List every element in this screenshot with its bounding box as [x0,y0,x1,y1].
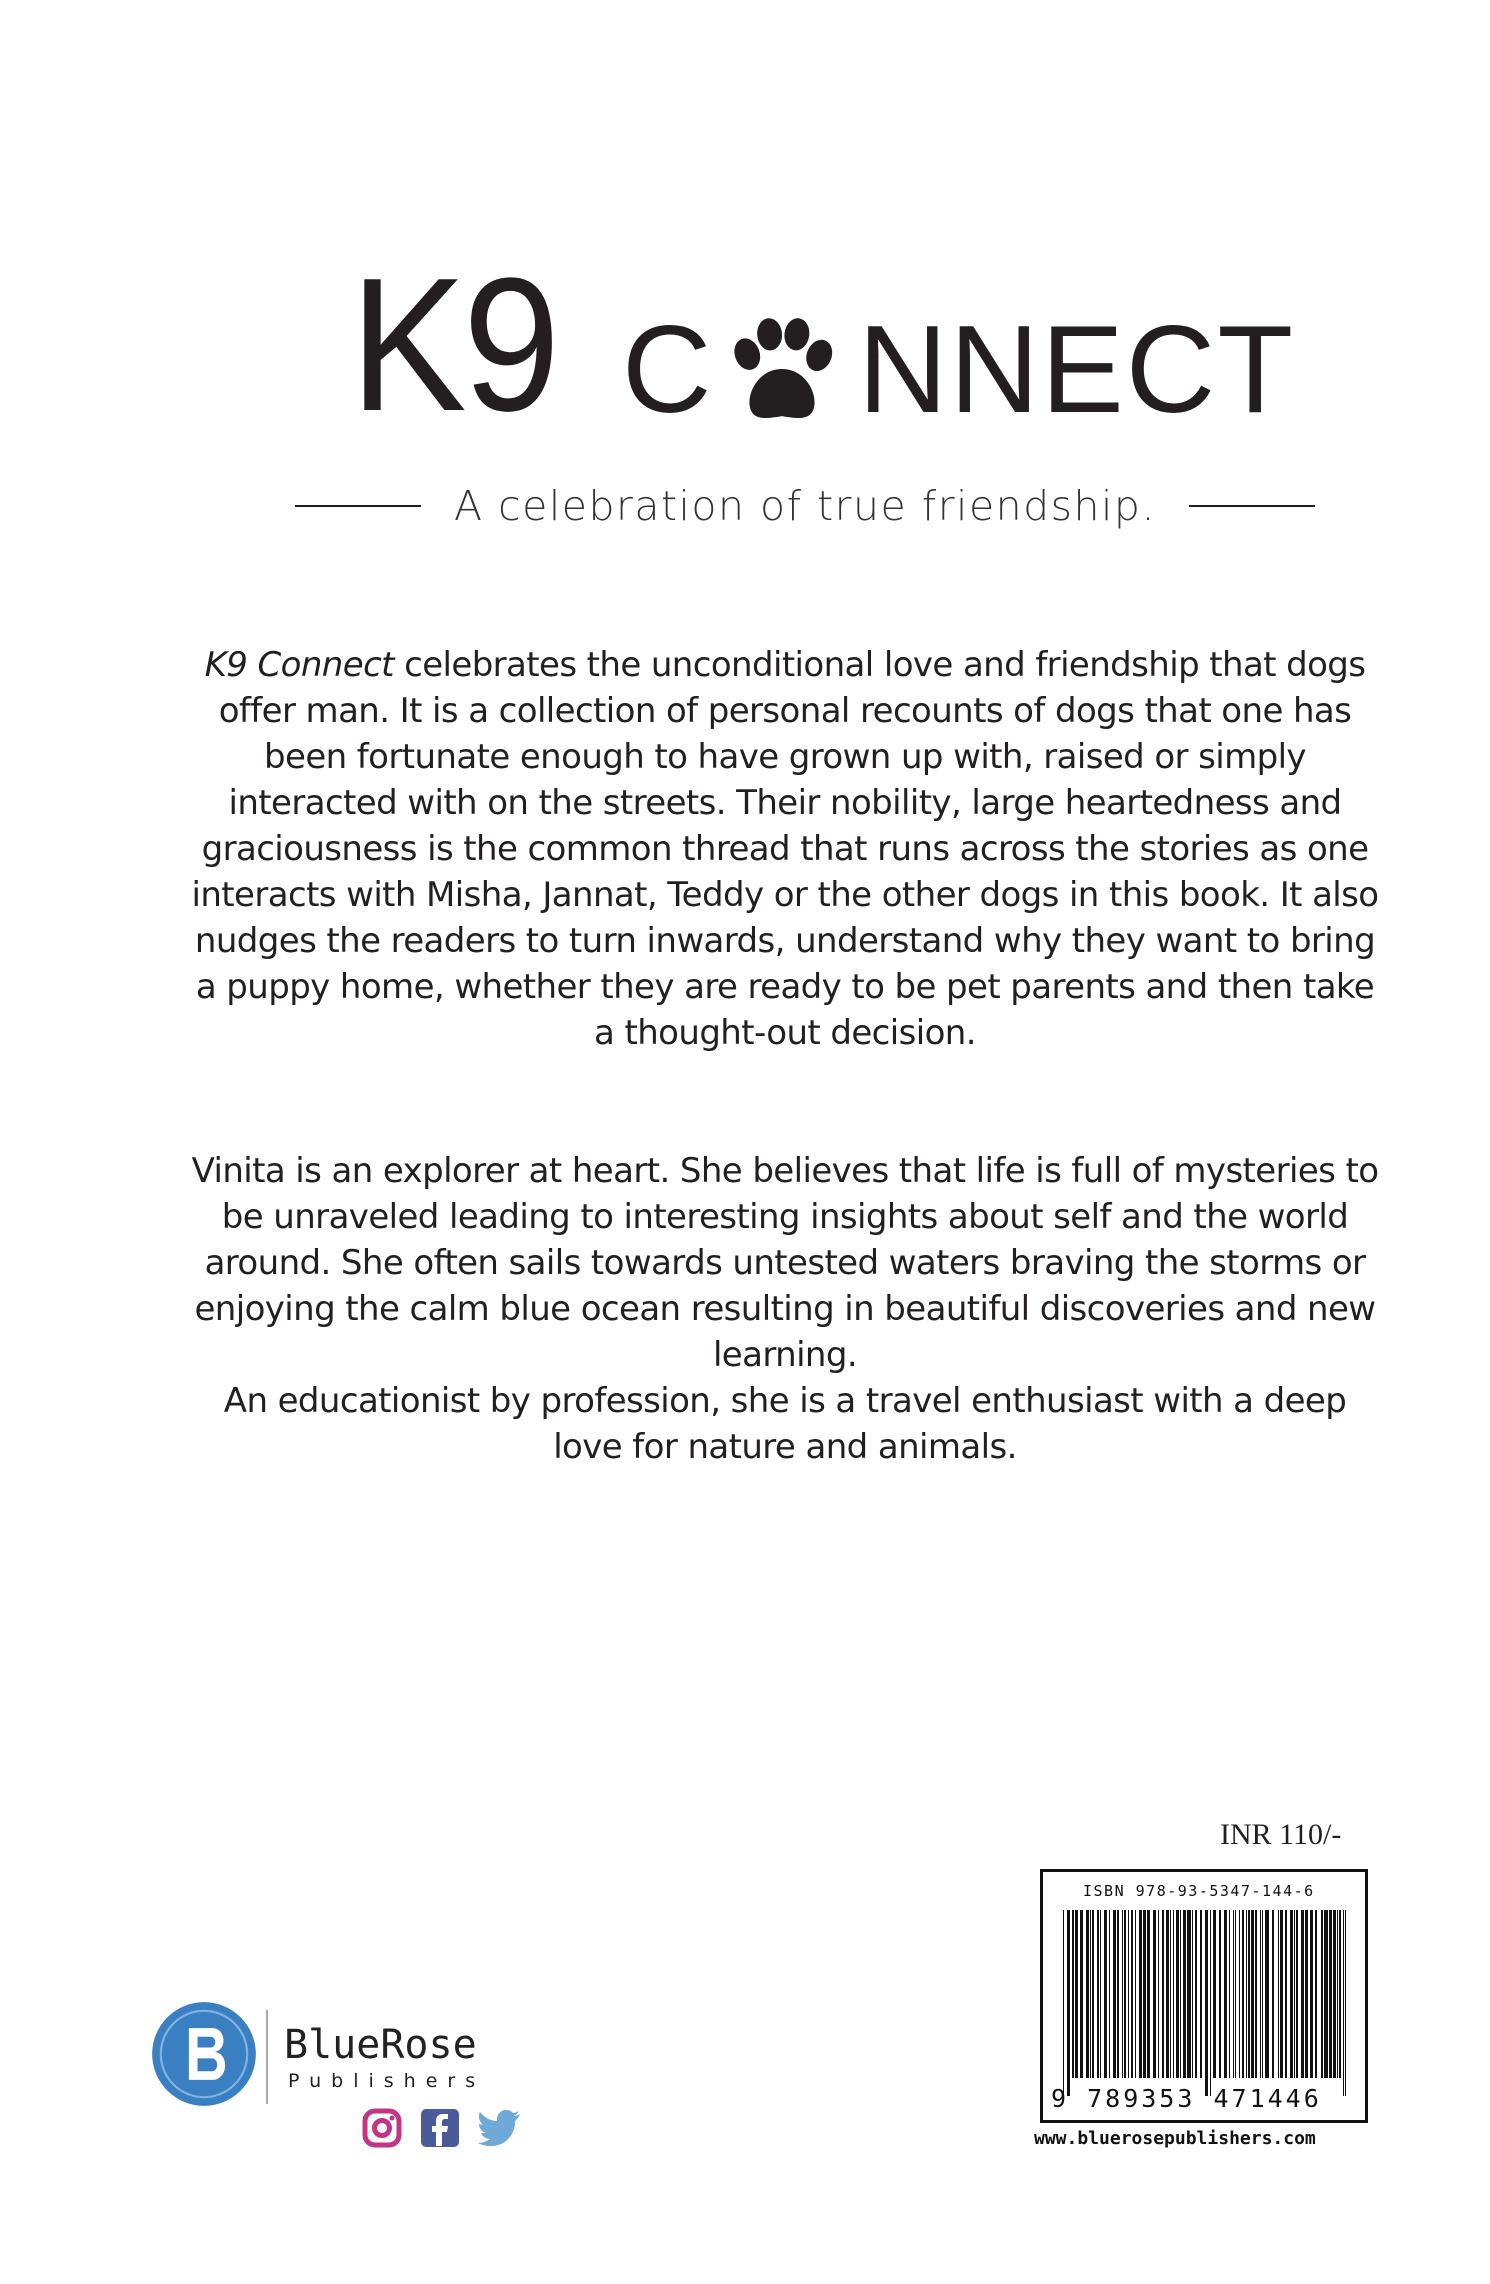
barcode-bar [1153,1910,1156,2078]
barcode-bar [1067,1910,1070,2096]
barcode-bars [1063,1910,1351,2096]
barcode-bar [1086,1910,1089,2078]
barcode-bar [1090,1910,1091,2078]
barcode-bar [1109,1910,1110,2078]
barcode-bar [1339,1910,1341,2078]
barcode-bar [1205,1910,1208,2096]
barcode-bar [1301,1910,1304,2078]
barcode-bar [1100,1910,1101,2078]
barcode-bar [1310,1910,1313,2078]
barcode-bar [1324,1910,1328,2078]
isbn-label: ISBN 978-93-5347-144-6 [1083,1882,1315,1900]
price-label: INR 110/- [1220,1818,1342,1851]
barcode-bar [1251,1910,1254,2078]
barcode-bar [1278,1910,1279,2078]
barcode-bar [1343,1910,1344,2096]
barcode-bar [1131,1910,1133,2078]
barcode-bar [1124,1910,1126,2078]
barcode-bar [1173,1910,1174,2078]
barcode-bar [1092,1910,1094,2078]
bio-paragraph-1: Vinita is an explorer at heart. She believes that life is full of mysteries to be unraveled leading to interesting insights about self and the world around. She often sails towards untested waters braving the storms or enjoying the calm blue ocean resulting in beautiful discoveries and new learning. [191,1151,1379,1375]
barcode-bar [1305,1910,1308,2078]
barcode-bar [1180,1910,1181,2078]
barcode-bar [1294,1910,1295,2078]
barcode-bar [1285,1910,1287,2078]
barcode-bar [1248,1910,1250,2078]
barcode-bar [1262,1910,1263,2078]
facebook-icon[interactable] [420,2108,460,2148]
bio-paragraph-2: An educationist by profession, she is a travel enthusiast with a deep love for nature and animals. [223,1381,1347,1467]
barcode-bar [1329,1910,1332,2078]
barcode-bar [1075,1910,1078,2078]
barcode-bar [1170,1910,1171,2078]
barcode-bar [1080,1910,1083,2078]
blurb-book-title: K9 Connect [204,645,394,685]
logo-divider [266,2010,268,2104]
barcode-bar [1345,1910,1346,2096]
barcode-bar [1143,1910,1146,2078]
website-url: www.bluerosepublishers.com [1034,2128,1316,2149]
barcode-bar [1104,1910,1107,2078]
barcode-bar [1239,1910,1240,2078]
barcode-bar [1296,1910,1298,2078]
barcode-bar [1210,1910,1211,2096]
barcode-bar [1097,1910,1099,2078]
title-letter-c: C [622,301,712,439]
publisher-name: BlueRose [284,2022,477,2068]
barcode-bar [1280,1910,1283,2078]
title-nnect: NNECT [858,301,1296,439]
instagram-icon[interactable] [362,2108,402,2148]
barcode-bar [1272,1910,1274,2078]
barcode-bar [1200,1910,1202,2078]
barcode-bar [1072,1910,1074,2078]
blurb-text: celebrates the unconditional love and friendship that dogs offer man. It is a collection of personal recounts of dogs that one has been fortunate enough to have grown up with, raised or simply interacted with on the streets. Their nobility, large heartedness and graciousness is the common thread that runs across the stories as one interacts with Misha, Jannat, Teddy or the other dogs in this book. It also nudges the readers to turn inwards, understand why they want to bring a puppy home, whether they are ready to be pet parents and then take a thought-out decision. [191,645,1379,1053]
barcode-bar [1122,1910,1123,2078]
book-title [350,239,1296,451]
author-bio [190,1148,1380,1470]
barcode-bar [1166,1910,1169,2078]
barcode-bar [1315,1910,1317,2078]
tagline: A celebration of true friendship. [454,482,1156,530]
barcode-bar [1219,1910,1221,2078]
barcode-bar [1147,1910,1150,2078]
barcode-bar [1176,1910,1179,2078]
barcode-bar [1139,1910,1142,2078]
barcode-bar [1290,1910,1293,2078]
isbn-barcode [1040,1869,1368,2123]
barcode-bar [1246,1910,1247,2078]
barcode-bar [1321,1910,1323,2078]
title-k9: K9 [350,239,557,451]
barcode-bar [1187,1910,1191,2078]
publisher-subtitle: Publishers [288,2070,486,2092]
barcode-bar [1183,1910,1186,2078]
isbn-digits: 9 789353 471446 [1051,2084,1322,2113]
barcode-bar [1333,1910,1336,2078]
barcode-bar [1224,1910,1227,2078]
twitter-icon[interactable] [478,2108,522,2148]
barcode-bar [1255,1910,1257,2078]
barcode-bar [1135,1910,1136,2078]
barcode-bar [1117,1910,1119,2078]
barcode-bar [1128,1910,1129,2078]
barcode-bar [1337,1910,1338,2078]
blurb-paragraph [190,642,1380,1056]
barcode-bar [1235,1910,1236,2078]
barcode-bar [1242,1910,1244,2078]
bluerose-logo-icon [150,2000,258,2108]
barcode-bar [1158,1910,1159,2078]
barcode-bar [1260,1910,1261,2078]
paw-icon [720,312,844,436]
tagline-row [295,478,1315,534]
barcode-bar [1229,1910,1230,2078]
tagline-rule-right [1189,505,1315,507]
book-blurb [190,642,1380,1056]
barcode-bar [1233,1910,1234,2078]
barcode-bar [1113,1910,1116,2078]
barcode-bar [1195,1910,1197,2078]
barcode-bar [1063,1910,1064,2096]
barcode-bar [1265,1910,1269,2078]
barcode-bar [1162,1910,1164,2078]
barcode-bar [1213,1910,1216,2078]
tagline-rule-left [295,505,421,507]
barcode-bar [1192,1910,1193,2078]
